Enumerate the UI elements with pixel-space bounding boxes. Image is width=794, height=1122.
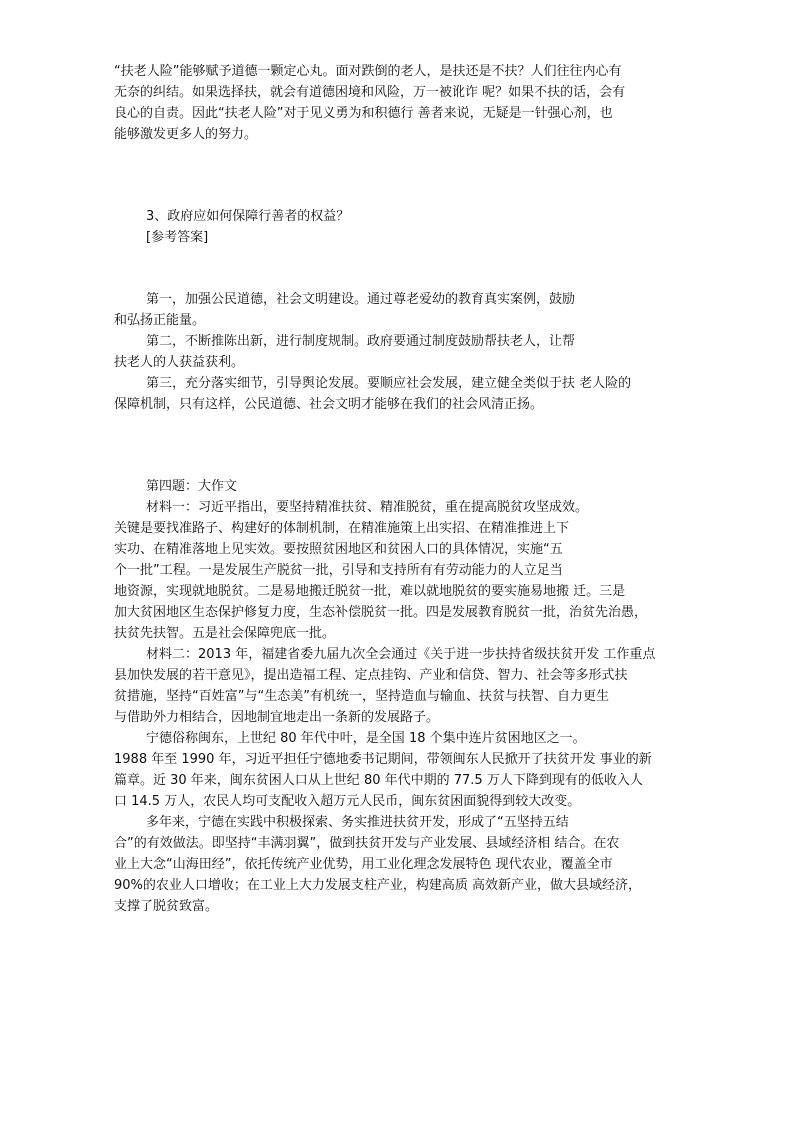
material-line: 扶贫先扶智。五是社会保障兜底一批。 (114, 626, 336, 641)
material-line: 多年来，宁德在实践中积极探索、务实推进扶贫开发，形成了“五坚持五结 (146, 815, 569, 830)
material-line: 材料二：2013 年，福建省委九届九次全会通过《关于进一步扶持省级扶贫开发 工作重点 (146, 647, 656, 662)
answer-label: [参考答案] (146, 230, 209, 245)
material-line: 地资源，实现就地脱贫。二是易地搬迁脱贫一批，难以就地脱贫的要实施易地搬 迁。三是 (114, 584, 626, 599)
material-line: 关键是要找准路子、构建好的体制机制，在精准施策上出实招、在精准推进上下 (114, 521, 570, 536)
paragraph-line: “扶老人险”能够赋予道德一颗定心丸。面对跌倒的老人，是扶还是不扶？人们往往内心有 (114, 64, 622, 79)
paragraph-line: 能够激发更多人的努力。 (114, 127, 258, 142)
answer-line: 扶老人的人获益获利。 (114, 355, 245, 370)
material-line: 宁德俗称闽东，上世纪 80 年代中叶，是全国 18 个集中连片贫困地区之一。 (146, 731, 586, 746)
answer-line: 第三，充分落实细节，引导舆论发展。要顺应社会发展，建立健全类似于扶 老人险的 (146, 376, 632, 391)
answer-line: 第一，加强公民道德，社会文明建设。通过尊老爱幼的教育真实案例，鼓励 (146, 292, 576, 307)
material-line: 业上大念“山海田经”，依托传统产业优势，用工业化理念发展特色 现代农业，覆盖全市 (114, 857, 613, 872)
material-line: 1988 年至 1990 年，习近平担任宁德地委书记期间，带领闽东人民掀开了扶贫开发 事业的新 (114, 752, 652, 767)
material-line: 实功、在精准落地上见实效。要按照贫困地区和贫困人口的具体情况，实施“五 (114, 542, 563, 557)
material-line: 合”的有效做法。即坚持“丰满羽翼”，做到扶贫开发与产业发展、县域经济相 结合。在农 (114, 836, 620, 851)
material-line: 加大贫困地区生态保护修复力度，生态补偿脱贫一批。四是发展教育脱贫一批，治贫先治愚， (114, 605, 648, 620)
question-title: 3、政府应如何保障行善者的权益？ (146, 209, 350, 224)
paragraph-line: 良心的自责。因此“扶老人险”对于见义勇为和积德行 善者来说，无疑是一针强心剂，也 (114, 106, 613, 121)
answer-line: 和弘扬正能量。 (114, 313, 206, 328)
material-line: 90%的农业人口增收；在工业上大力发展支柱产业，构建高质 高效新产业，做大县域经济， (114, 878, 642, 893)
paragraph-line: 无奈的纠结。如果选择扶，就会有道德困境和风险，万一被讹诈 呢？如果不扶的话，会有 (114, 85, 626, 100)
section-title: 第四题：大作文 (146, 479, 238, 494)
material-line: 县加快发展的若干意见》，提出造福工程、定点挂钩、产业和信贷、智力、社会等多形式扶 (114, 668, 628, 683)
material-line: 口 14.5 万人，农民人均可支配收入超万元人民币，闽东贫困面貌得到较大改变。 (114, 794, 581, 809)
material-line: 支撑了脱贫致富。 (114, 899, 219, 914)
material-line: 与借助外力相结合，因地制宜地走出一条新的发展路子。 (114, 710, 440, 725)
material-line: 贫措施，坚持“百姓富”与“生态美”有机统一，坚持造血与输血、扶贫与扶智、自力更生 (114, 689, 609, 704)
answer-line: 保障机制，只有这样，公民道德、社会文明才能够在我们的社会风清正扬。 (114, 397, 544, 412)
material-line: 个一批”工程。一是发展生产脱贫一批，引导和支持所有有劳动能力的人立足当 (114, 563, 563, 578)
material-line: 材料一：习近平指出，要坚持精准扶贫、精准脱贫，重在提高脱贫攻坚成效。 (146, 500, 589, 515)
answer-line: 第二，不断推陈出新，进行制度规制。政府要通过制度鼓励帮扶老人，让帮 (146, 334, 576, 349)
material-line: 篇章。近 30 年来，闽东贫困人口从上世纪 80 年代中期的 77.5 万人下降到现有的低收入人 (114, 773, 643, 788)
